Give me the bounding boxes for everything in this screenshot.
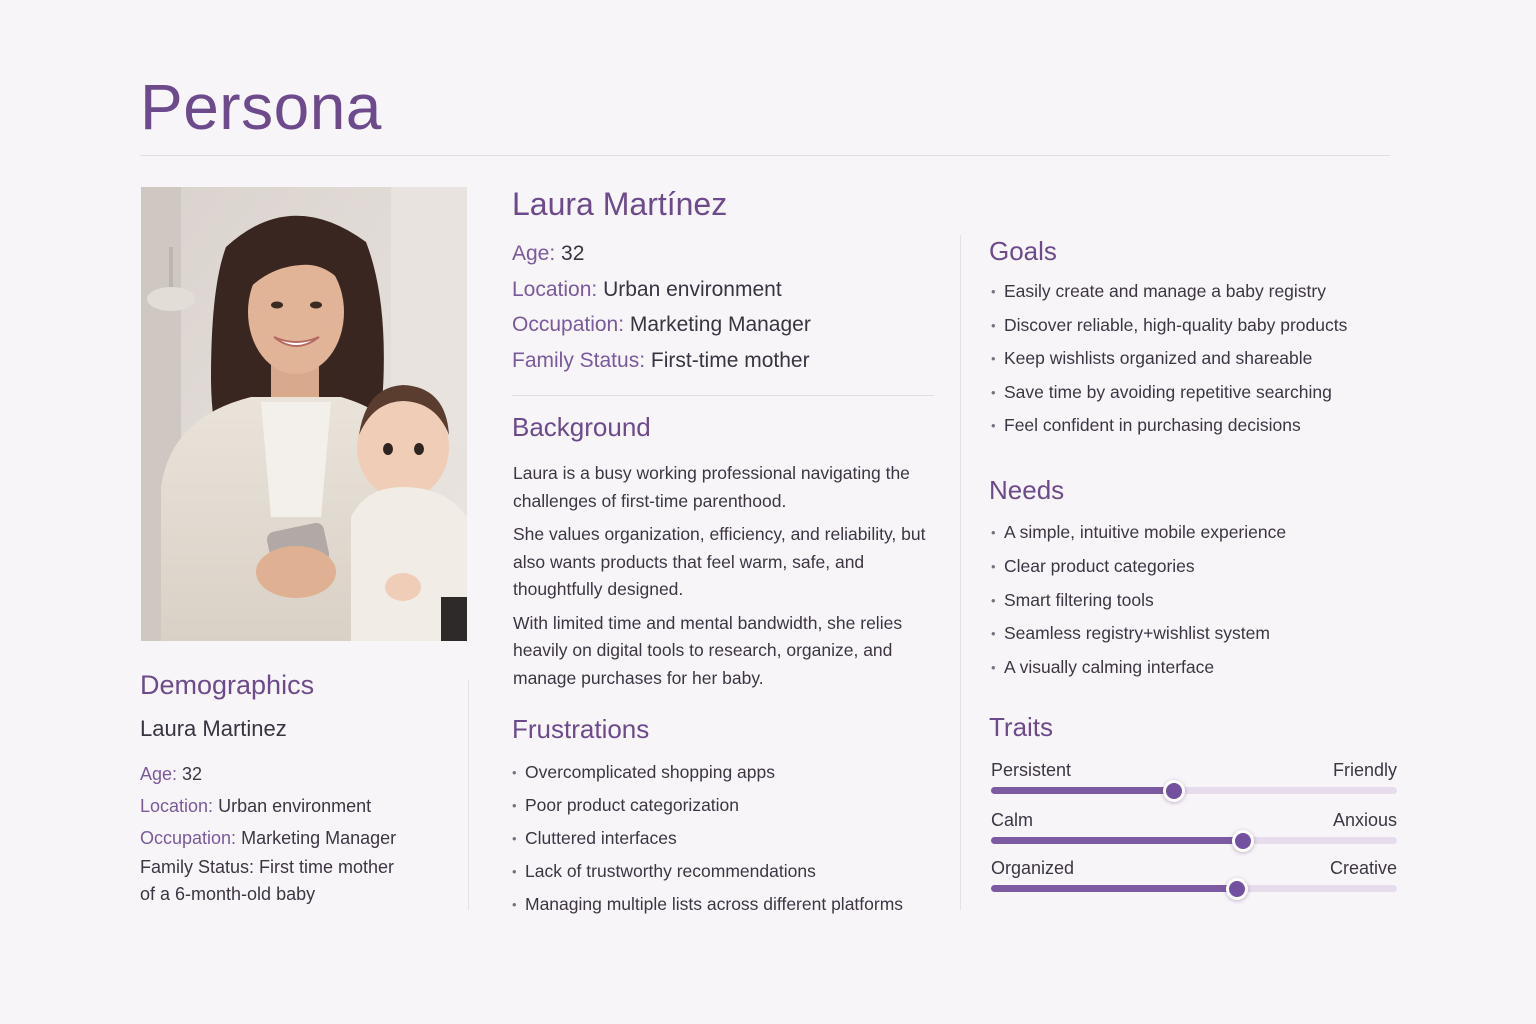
persona-photo bbox=[141, 187, 467, 641]
profile-family-label: Family Status: bbox=[512, 348, 646, 372]
traits-heading: Traits bbox=[989, 712, 1054, 742]
trait-fill bbox=[991, 885, 1237, 892]
need-item: • Seamless registry+wishlist system bbox=[991, 617, 1411, 651]
demographics-location bbox=[140, 790, 450, 822]
profile-family-status bbox=[512, 343, 932, 379]
frustration-item: • Overcomplicated shopping apps bbox=[512, 756, 952, 789]
profile-location-label: Location: bbox=[512, 277, 598, 301]
demographics-location-value: Urban environment bbox=[218, 796, 372, 816]
demographics-age-value: 32 bbox=[182, 764, 203, 784]
profile-age-label: Age: bbox=[512, 242, 556, 265]
needs-list bbox=[991, 516, 1411, 685]
trait-fill bbox=[991, 837, 1243, 844]
demographics-family-line2: of a 6-month-old baby bbox=[140, 884, 316, 904]
demographics-occupation-value: Marketing Manager bbox=[241, 828, 397, 848]
profile-occupation bbox=[512, 307, 932, 343]
background-paragraph: Laura is a busy working professional navigating the challenges of first-time parenthood. bbox=[513, 463, 910, 511]
trait-slider-handle[interactable] bbox=[1226, 878, 1248, 900]
trait-slider-handle[interactable] bbox=[1163, 780, 1185, 802]
background-text bbox=[513, 460, 933, 698]
title-divider bbox=[140, 155, 1390, 156]
background-paragraph: She values organization, efficiency, and reliability, but also wants products that feel warm, safe, and thoughtfully designed. bbox=[513, 524, 926, 599]
profile-age bbox=[512, 236, 932, 272]
frustrations-heading: Frustrations bbox=[512, 714, 650, 744]
trait-track[interactable] bbox=[991, 837, 1397, 844]
background-heading: Background bbox=[512, 412, 651, 442]
demographics-name: Laura Martinez bbox=[140, 716, 287, 741]
profile-info-list bbox=[512, 236, 932, 378]
trait-left-label: Organized bbox=[991, 858, 1075, 878]
trait-slider-organized-creative[interactable] bbox=[991, 858, 1397, 902]
profile-occupation-value: Marketing Manager bbox=[629, 313, 811, 336]
persona-name: Laura Martínez bbox=[512, 186, 728, 222]
need-item: • A simple, intuitive mobile experience bbox=[991, 516, 1411, 550]
goals-heading: Goals bbox=[989, 236, 1057, 266]
trait-slider-handle[interactable] bbox=[1232, 830, 1254, 852]
trait-right-label: Anxious bbox=[1332, 810, 1397, 830]
profile-location-value: Urban environment bbox=[603, 277, 782, 301]
demographics-occupation bbox=[140, 822, 450, 854]
frustration-item: • Poor product categorization bbox=[512, 789, 952, 822]
demographics-age-label: Age: bbox=[140, 764, 178, 784]
page-title: Persona bbox=[140, 71, 382, 143]
profile-occupation-label: Occupation: bbox=[512, 313, 625, 336]
background-paragraph: With limited time and mental bandwidth, she relies heavily on digital tools to research, organize, and manage purchases for her baby. bbox=[513, 612, 903, 688]
demographics-list bbox=[140, 758, 450, 908]
demographics-heading: Demographics bbox=[140, 670, 315, 700]
demographics-family-line1: Family Status: First time mother bbox=[140, 857, 395, 877]
trait-left-label: Persistent bbox=[991, 760, 1072, 780]
need-item: • Smart filtering tools bbox=[991, 584, 1411, 618]
trait-left-label: Calm bbox=[991, 810, 1034, 830]
trait-track[interactable] bbox=[991, 787, 1397, 794]
need-item: • Clear product categories bbox=[991, 550, 1411, 584]
goal-item: • Discover reliable, high-quality baby products bbox=[991, 309, 1411, 343]
profile-age-value: 32 bbox=[561, 242, 585, 265]
trait-right-label: Friendly bbox=[1332, 760, 1397, 780]
need-item: • A visually calming interface bbox=[991, 651, 1411, 685]
column-divider-right bbox=[960, 235, 961, 910]
goal-item: • Keep wishlists organized and shareable bbox=[991, 342, 1411, 376]
trait-slider-calm-anxious[interactable] bbox=[991, 810, 1397, 854]
needs-heading: Needs bbox=[989, 475, 1065, 505]
mother-with-baby-photo-icon bbox=[141, 187, 467, 641]
goal-item: • Save time by avoiding repetitive searching bbox=[991, 376, 1411, 410]
demographics-location-label: Location: bbox=[140, 796, 214, 816]
trait-fill bbox=[991, 787, 1174, 794]
goals-list bbox=[991, 275, 1411, 443]
profile-family-value: First-time mother bbox=[650, 348, 810, 372]
column-divider-left bbox=[468, 680, 469, 910]
profile-divider bbox=[512, 395, 934, 396]
frustrations-list bbox=[512, 756, 952, 921]
frustration-item: • Managing multiple lists across different platforms bbox=[512, 888, 952, 921]
frustration-item: • Lack of trustworthy recommendations bbox=[512, 855, 952, 888]
trait-right-label: Creative bbox=[1329, 858, 1397, 878]
demographics-occupation-label: Occupation: bbox=[140, 828, 237, 848]
trait-slider-persistent-friendly[interactable] bbox=[991, 760, 1397, 804]
goal-item: • Easily create and manage a baby registry bbox=[991, 275, 1411, 309]
trait-track[interactable] bbox=[991, 885, 1397, 892]
frustration-item: • Cluttered interfaces bbox=[512, 822, 952, 855]
demographics-age bbox=[140, 758, 450, 790]
goal-item: • Feel confident in purchasing decisions bbox=[991, 409, 1411, 443]
profile-location bbox=[512, 272, 932, 308]
